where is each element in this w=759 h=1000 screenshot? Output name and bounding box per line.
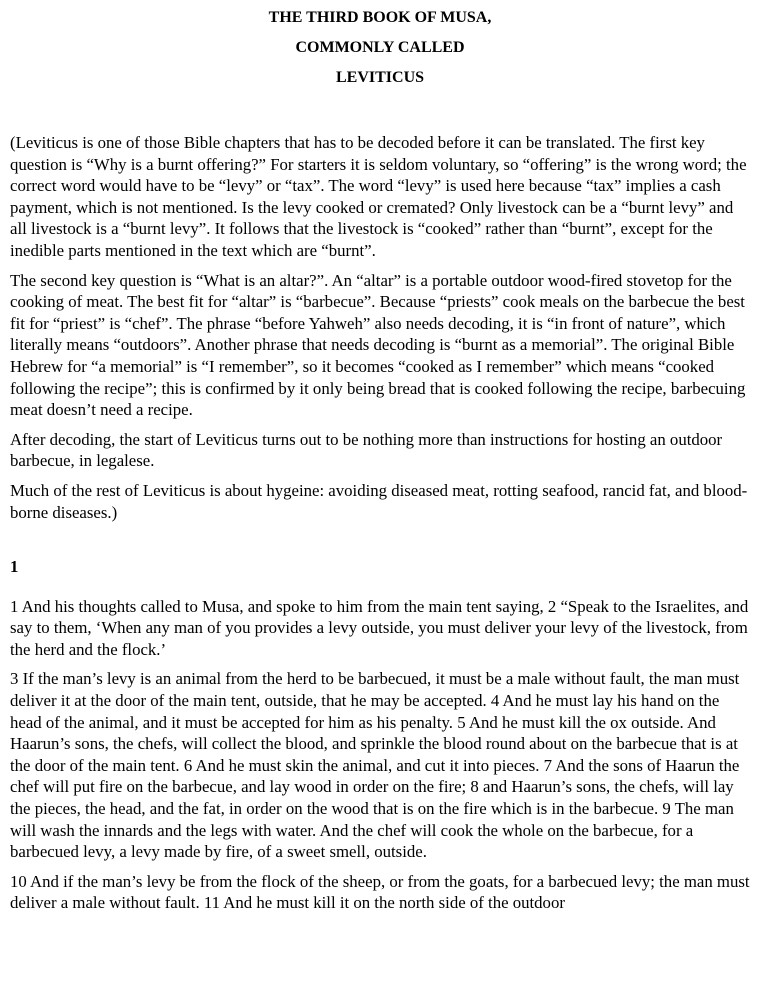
intro-paragraph: Much of the rest of Leviticus is about hygeine: avoiding diseased meat, rotting seafood, rancid fat, and blood-borne diseases.) [10, 480, 748, 522]
document-page [10, 0, 750, 922]
verse-paragraph: 10 And if the man’s levy be from the flock of the sheep, or from the goats, for a barbecued levy; the man must deliver a male without fault. 11 And he must kill it on the north side of the outdoor [10, 871, 750, 913]
title-line-3: LEVITICUS [335, 69, 425, 86]
intro-paragraph: (Leviticus is one of those Bible chapters that has to be decoded before it can be translated. The first key question is “Why is a burnt offering?” For starters it is seldom voluntary, so “offering” is the wrong word; the correct word would have to be “levy” or “tax”. The word “levy” is used here because “tax” implies a cash payment, which is not mentioned. Is the levy cooked or cremated? Only livestock can be a “burnt levy” and all livestock is a “burnt levy”. It follows that the livestock is “cooked” rather than “burnt”, except for the inedible parts mentioned in the text which are “burnt”. [10, 133, 747, 260]
title-line-1: THE THIRD BOOK OF MUSA, [268, 9, 492, 26]
intro-paragraph: The second key question is “What is an altar?”. An “altar” is a portable outdoor wood-fired stovetop for the cooking of meat. The best fit for “altar” is “barbecue”. Because “priests” cook meals on the barbecue the best fit for “priest” is “chef”. The phrase “before Yahweh” also needs decoding, it is “in front of nature”, which literally means “outdoors”. Another phrase that needs decoding is “burnt as a memorial”. The original Bible Hebrew for “a memorial” is “I remember”, so it becomes “cooked as I remember” which means “cooked following the recipe”; this is confirmed by it only being bread that is cooked following the recipe, barbecuing meat doesn’t need a recipe. [10, 270, 746, 420]
intro-paragraph: After decoding, the start of Leviticus turns out to be nothing more than instructions for hosting an outdoor barbecue, in legalese. [10, 429, 723, 471]
chapter-heading: 1 [10, 557, 19, 577]
document-title [10, 0, 750, 93]
chapter-body [10, 596, 750, 914]
intro-section [10, 132, 750, 523]
verse-paragraph: 3 If the man’s levy is an animal from the herd to be barbecued, it must be a male without fault, the man must deliver it at the door of the main tent, outside, that he may be accepted. 4 And he must lay his hand on the head of the animal, and it must be accepted for him as his penalty. 5 And he must kill the ox outside. And Haarun’s sons, the chefs, will collect the blood, and sprinkle the blood round about on the barbecue that is at the door of the main tent. 6 And he must skin the animal, and cut it into pieces. 7 And the sons of Haarun the chef will put fire on the barbecue, and lay wood in order on the fire; 8 and Haarun’s sons, the chefs, will lay the pieces, the head, and the fat, in order on the wood that is on the fire which is in the barbecue. 9 The man will wash the innards and the legs with water. And the chef will cook the whole on the barbecue, for a barbecued levy, a levy made by fire, of a sweet smell, outside. [10, 669, 740, 862]
title-line-2: COMMONLY CALLED [295, 39, 465, 56]
verse-paragraph: 1 And his thoughts called to Musa, and spoke to him from the main tent saying, 2 “Speak to the Israelites, and say to them, ‘When any man of you provides a levy outside, you must deliver your levy of the livestock, from the herd and the flock.’ [10, 596, 749, 659]
